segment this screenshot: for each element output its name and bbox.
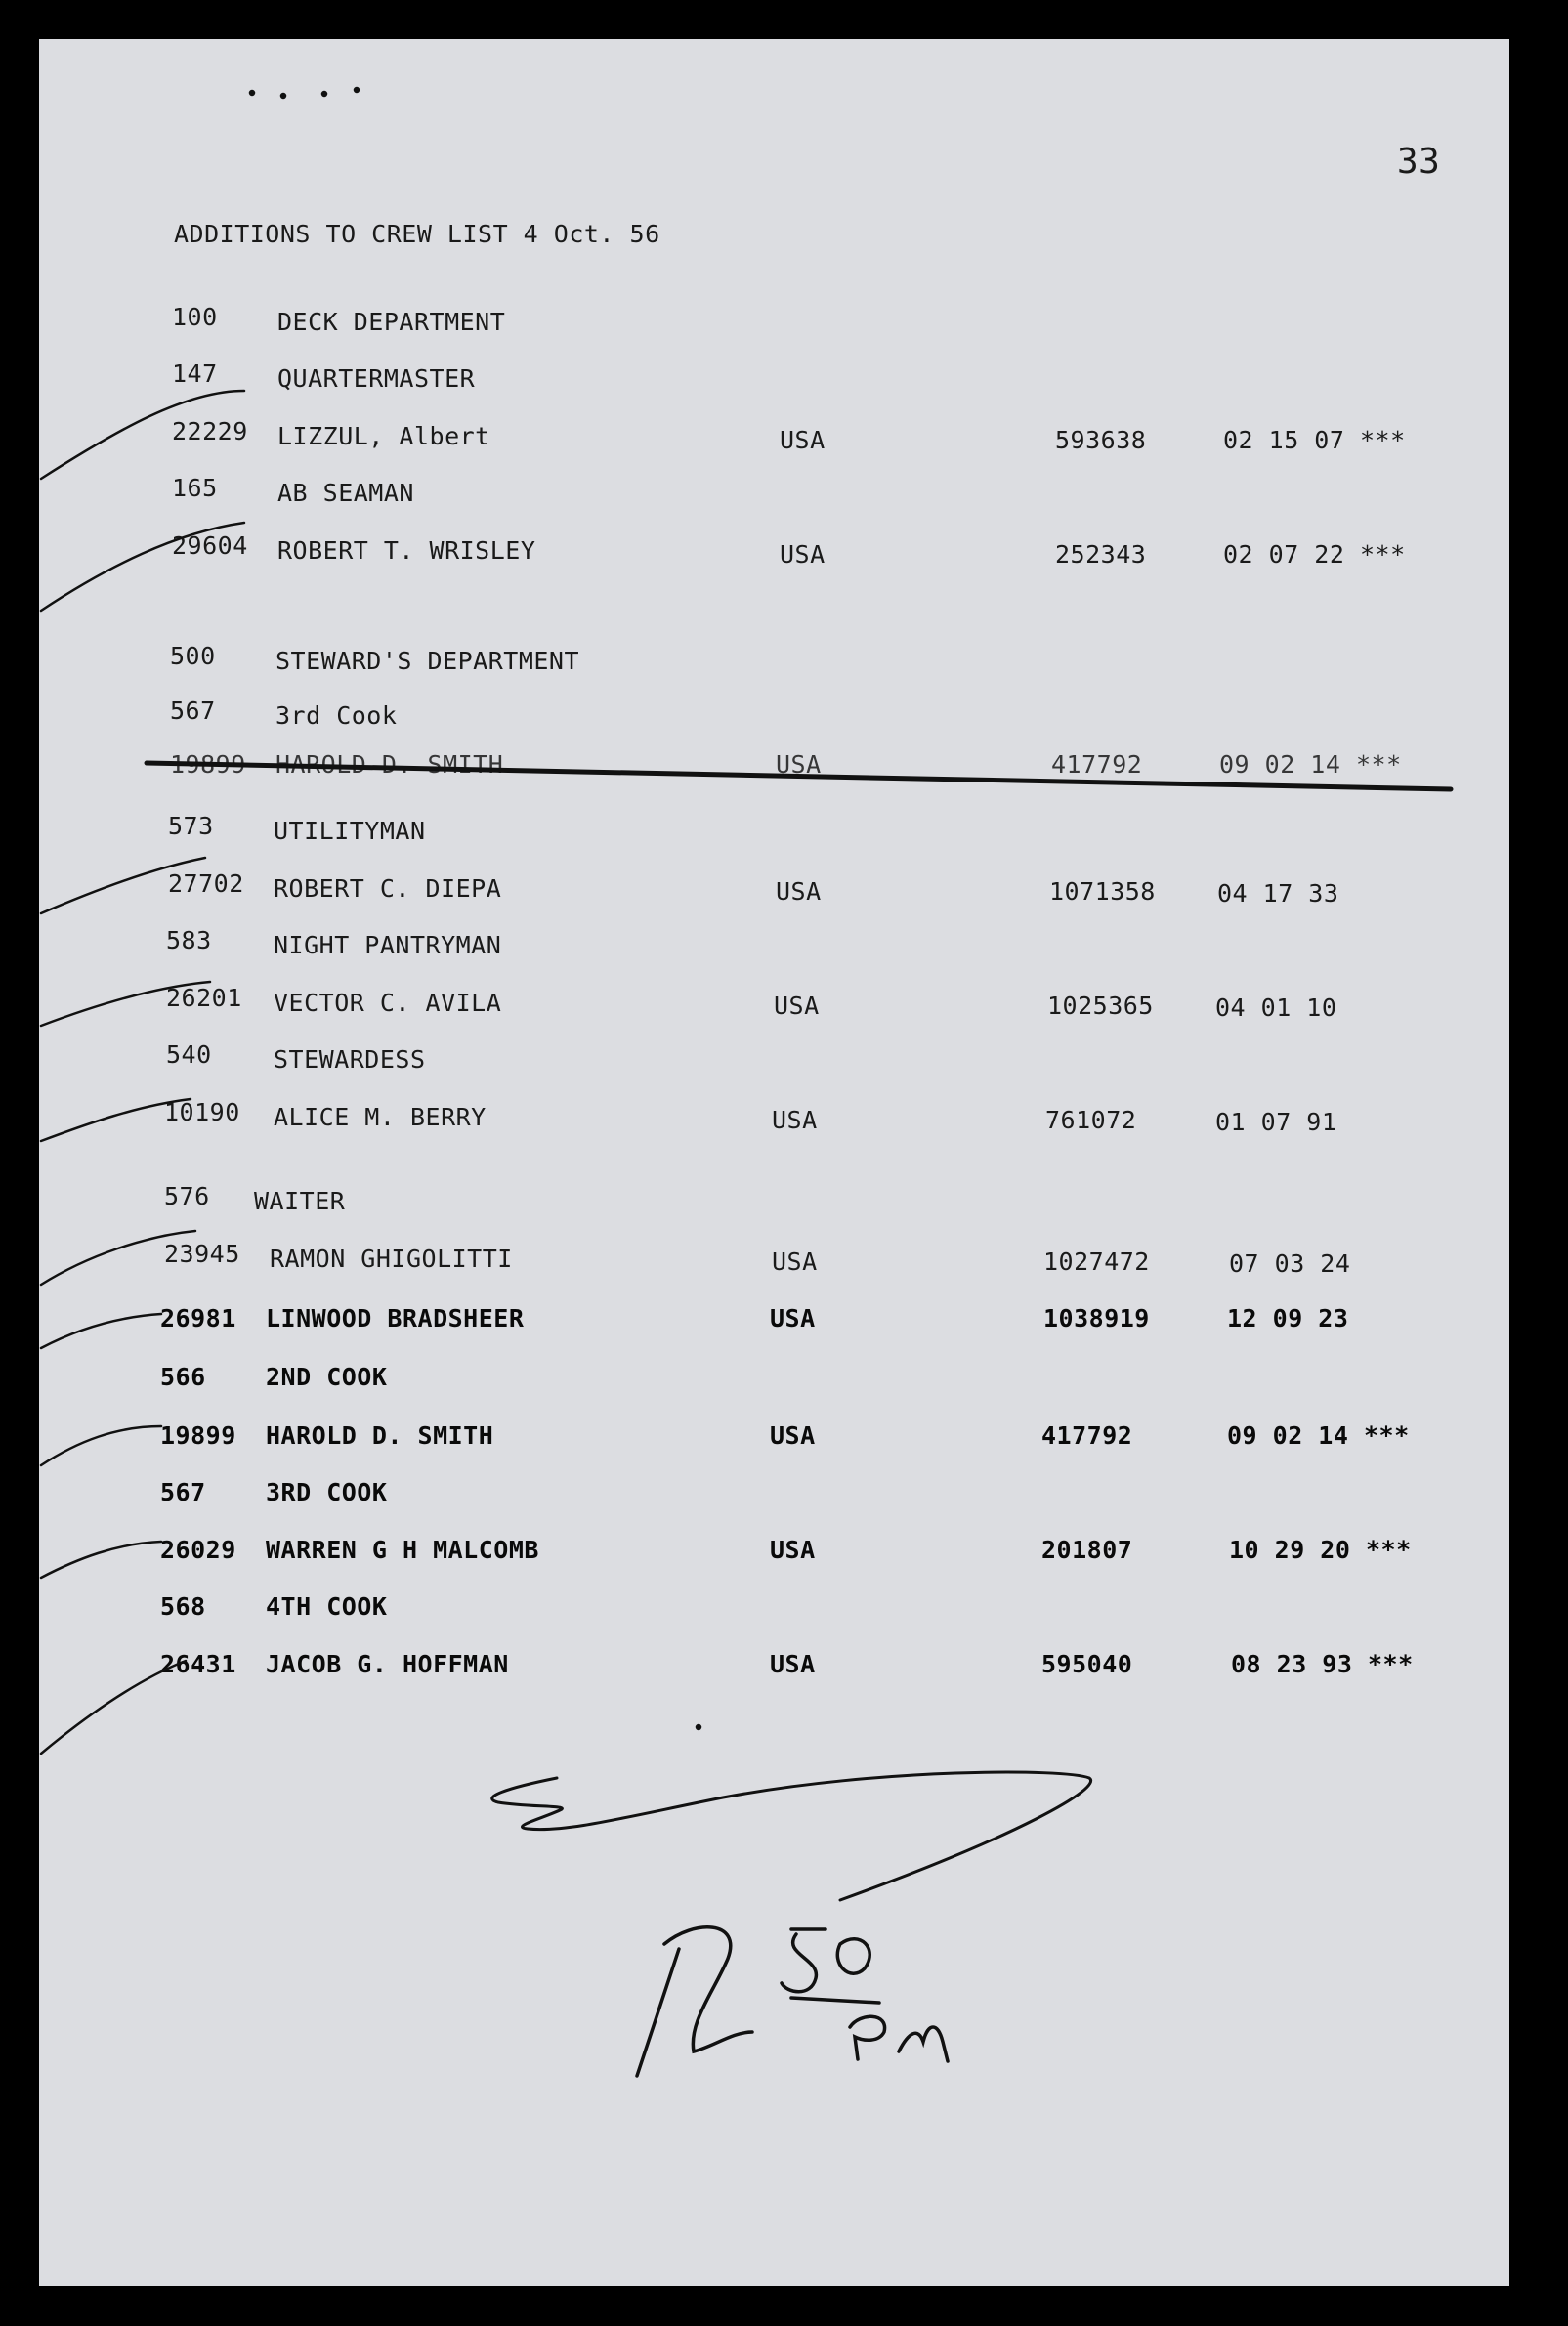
row-code: 576 [164, 1182, 210, 1210]
row-name: 3RD COOK [266, 1478, 388, 1506]
check-mark [41, 1661, 186, 1754]
row-name: WAITER [254, 1187, 346, 1215]
row-name: ROBERT C. DIEPA [274, 874, 502, 903]
row-number: 201807 [1041, 1536, 1133, 1564]
speck-mark [322, 92, 326, 96]
speck-mark [281, 94, 285, 98]
row-nationality: USA [772, 1248, 818, 1276]
row-nationality: USA [774, 992, 820, 1020]
row-date: 02 15 07 *** [1223, 426, 1406, 454]
row-code: 500 [170, 642, 216, 670]
row-name: QUARTERMASTER [277, 364, 476, 393]
check-mark [41, 1099, 191, 1141]
row-name: STEWARDESS [274, 1045, 426, 1074]
row-code: 26029 [160, 1536, 236, 1564]
row-nationality: USA [776, 750, 822, 779]
row-name: LIZZUL, Albert [277, 422, 490, 450]
pen-marks [39, 39, 1509, 2286]
row-nationality: USA [780, 540, 826, 569]
row-name: JACOB G. HOFFMAN [266, 1650, 509, 1678]
check-mark [41, 1314, 161, 1348]
row-nationality: USA [776, 877, 822, 906]
signature-scrawl [492, 1772, 1091, 1900]
row-date: 02 07 22 *** [1223, 540, 1406, 569]
row-date: 04 17 33 [1217, 879, 1339, 908]
row-name: RAMON GHIGOLITTI [270, 1245, 513, 1273]
row-code: 29604 [172, 531, 248, 560]
row-number: 1071358 [1049, 877, 1156, 906]
row-number: 595040 [1041, 1650, 1133, 1678]
speck-mark [697, 1725, 700, 1729]
row-code: 100 [172, 303, 218, 331]
row-date: 04 01 10 [1215, 994, 1337, 1022]
row-name: DECK DEPARTMENT [277, 308, 506, 336]
row-name: ROBERT T. WRISLEY [277, 536, 536, 565]
row-date: 07 03 24 [1229, 1249, 1351, 1278]
row-name: HAROLD D. SMITH [275, 750, 504, 779]
row-number: 1027472 [1043, 1248, 1150, 1276]
row-number: 417792 [1051, 750, 1143, 779]
row-nationality: USA [770, 1421, 816, 1450]
row-code: 573 [168, 812, 214, 840]
check-mark [41, 391, 244, 479]
row-code: 26201 [166, 984, 242, 1012]
check-mark [41, 982, 210, 1026]
check-mark [41, 858, 205, 913]
speck-mark [355, 88, 359, 92]
row-code: 567 [170, 697, 216, 725]
row-date: 09 02 14 *** [1227, 1421, 1410, 1450]
row-code: 583 [166, 926, 212, 954]
row-code: 568 [160, 1592, 206, 1621]
row-nationality: USA [770, 1650, 816, 1678]
row-name: AB SEAMAN [277, 479, 414, 507]
row-date: 08 23 93 *** [1231, 1650, 1414, 1678]
row-code: 567 [160, 1478, 206, 1506]
row-code: 540 [166, 1040, 212, 1069]
row-code: 26431 [160, 1650, 236, 1678]
row-name: WARREN G H MALCOMB [266, 1536, 539, 1564]
row-code: 22229 [172, 417, 248, 445]
check-mark [41, 523, 244, 611]
row-code: 165 [172, 474, 218, 502]
row-date: 01 07 91 [1215, 1108, 1337, 1136]
row-nationality: USA [780, 426, 826, 454]
check-mark [41, 1542, 161, 1578]
row-nationality: USA [770, 1304, 816, 1332]
document-heading: ADDITIONS TO CREW LIST 4 Oct. 56 [174, 220, 660, 248]
document-page [39, 39, 1509, 2286]
row-code: 27702 [168, 869, 244, 898]
row-number: 1025365 [1047, 992, 1154, 1020]
row-date: 10 29 20 *** [1229, 1536, 1412, 1564]
row-number: 1038919 [1043, 1304, 1150, 1332]
check-mark [41, 1426, 161, 1465]
strike-line [147, 763, 1451, 789]
row-name: VECTOR C. AVILA [274, 989, 502, 1017]
row-name: ALICE M. BERRY [274, 1103, 487, 1131]
row-nationality: USA [772, 1106, 818, 1134]
row-name: 4TH COOK [266, 1592, 388, 1621]
speck-mark [250, 91, 254, 95]
row-name: STEWARD'S DEPARTMENT [275, 647, 580, 675]
check-mark [41, 1231, 195, 1285]
row-name: 3rd Cook [275, 701, 398, 730]
row-code: 19899 [170, 750, 246, 779]
row-nationality: USA [770, 1536, 816, 1564]
row-name: HAROLD D. SMITH [266, 1421, 494, 1450]
page-number: 33 [1397, 142, 1441, 182]
row-code: 19899 [160, 1421, 236, 1450]
row-code: 26981 [160, 1304, 236, 1332]
row-date: 09 02 14 *** [1219, 750, 1402, 779]
row-name: NIGHT PANTRYMAN [274, 931, 502, 959]
handwritten-time [637, 1927, 948, 2076]
row-code: 147 [172, 359, 218, 388]
row-name: UTILITYMAN [274, 817, 426, 845]
row-code: 10190 [164, 1098, 240, 1126]
row-name: 2ND COOK [266, 1363, 388, 1391]
row-name: LINWOOD BRADSHEER [266, 1304, 525, 1332]
row-number: 761072 [1045, 1106, 1137, 1134]
row-date: 12 09 23 [1227, 1304, 1349, 1332]
row-number: 593638 [1055, 426, 1147, 454]
row-code: 566 [160, 1363, 206, 1391]
row-number: 417792 [1041, 1421, 1133, 1450]
row-code: 23945 [164, 1240, 240, 1268]
row-number: 252343 [1055, 540, 1147, 569]
